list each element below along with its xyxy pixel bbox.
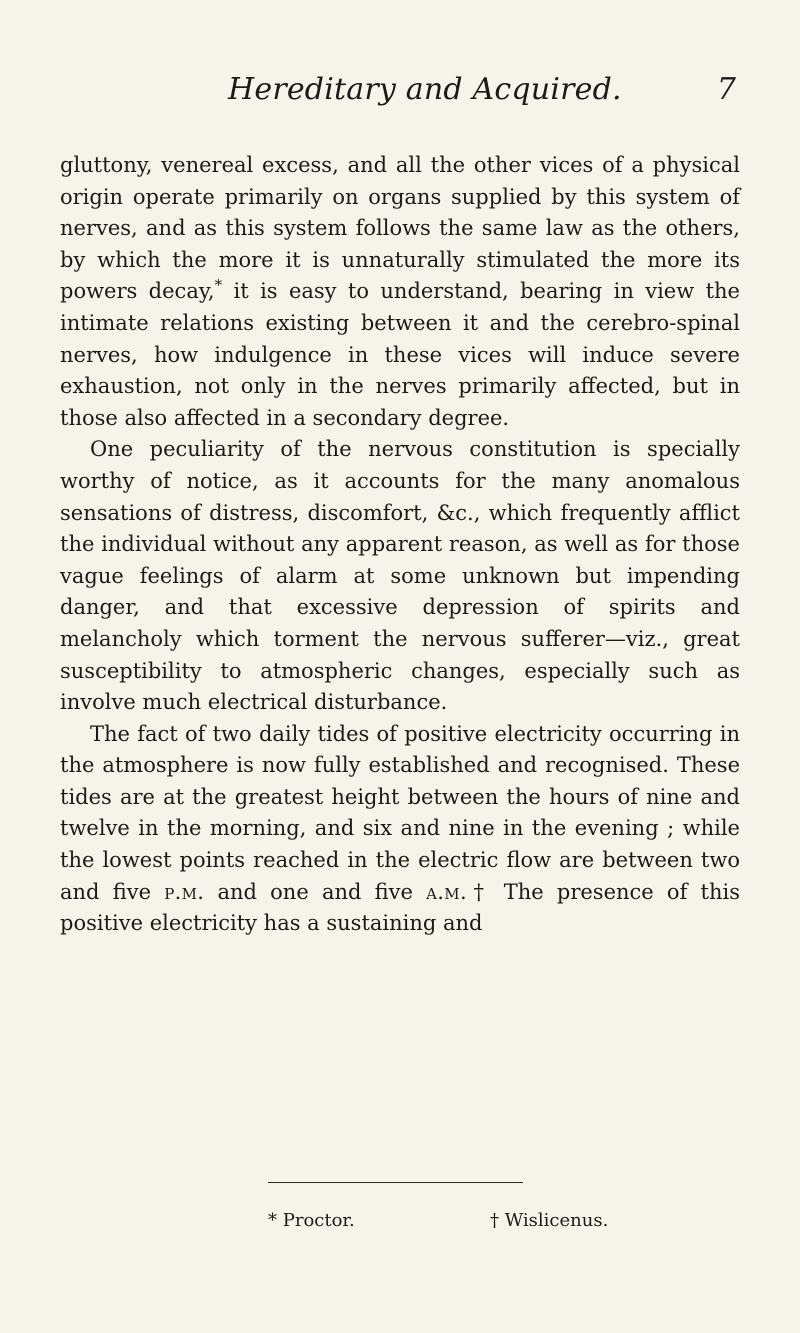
page-body xyxy=(60,150,740,940)
book-page xyxy=(60,72,740,1302)
paragraph-3-pm: p.m. xyxy=(164,879,205,904)
footnote-proctor: * Proctor. xyxy=(268,1210,355,1231)
footnote-marker-proctor: * xyxy=(214,276,223,295)
page-number: 7 xyxy=(716,72,736,107)
paragraph-3-text-part-3: The presence of this positive electricity has a sustaining and xyxy=(60,879,741,936)
footnote-rule xyxy=(268,1182,523,1183)
footnote-wislicenus: † Wislicenus. xyxy=(490,1210,609,1231)
paragraph-1-text-before-note: gluttony, venereal excess, and all the other vices of a physical origin operate primarily on organs supplied by this system of nerves, and as this system follows the same law as the others, by which the more it is unnaturally stimulated the more its powers decay, xyxy=(60,153,740,304)
paragraph-1 xyxy=(60,150,740,434)
paragraph-1-text-after-note: it is easy to understand, bearing in view the intimate relations existing between it and the cerebro-spinal nerves, how indulgence in these vices will induce severe exhaustion, not only in the nerves primarily affected, but in those also affected in a secondary degree. xyxy=(60,279,740,430)
paragraph-2: One peculiarity of the nervous constitution is specially worthy of notice, as it accounts for the many anomalous sensations of distress, discomfort, &c., which frequently afflict the individual without any apparent reason, as well as for those vague feelings of alarm at some unknown but impending danger, and that excessive depression of spirits and melancholy which torment the nervous sufferer—viz., great susceptibility to atmospheric changes, especially such as involve much electrical disturbance. xyxy=(60,437,740,715)
paragraph-3-text-part-2: and one and five xyxy=(204,879,427,904)
footnote-marker-wislicenus: † xyxy=(466,879,491,904)
running-head xyxy=(60,72,740,126)
paragraph-3-text-part-1: The fact of two daily tides of positive electricity occurring in the atmosphere is now fully established and recognised. These tides are at the greatest height between the hours of nine and twelve in the morning, and six and nine in the evening ; while the lowest points reached in the electric flow are between two and five xyxy=(60,721,740,904)
paragraph-3-am: a.m. xyxy=(426,879,467,904)
paragraph-3 xyxy=(60,719,740,940)
running-title: Hereditary and Acquired. xyxy=(228,72,622,107)
